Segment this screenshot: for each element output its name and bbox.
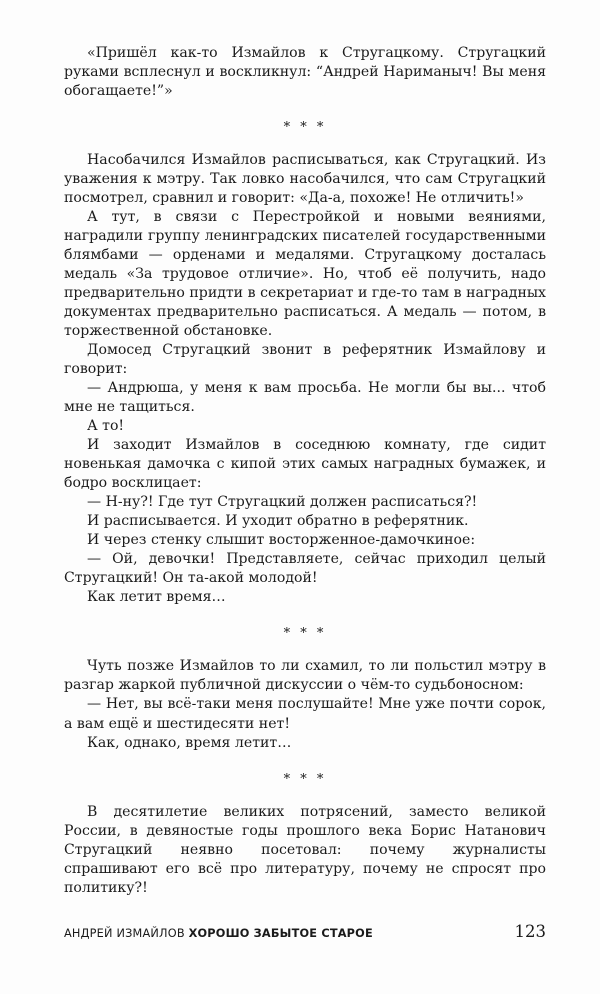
footer-author: АНДРЕЙ ИЗМАЙЛОВ bbox=[64, 927, 185, 940]
paragraph: Как летит время… bbox=[87, 589, 226, 606]
body-text bbox=[64, 44, 546, 898]
paragraph: — Нет, вы всё-таки меня послушайте! Мне уже почти сорок, а вам ещё и шестидесяти нет! bbox=[64, 696, 546, 732]
section-separator: * * * bbox=[283, 626, 327, 642]
paragraph: Насобачился Измайлов расписываться, как Стругацкий. Из уважения к мэтру. Так ловко насобачился, что сам Стругацкий посмотрел, сравнил и говорит: «Да-а, похоже! Не отличить!» bbox=[64, 152, 546, 207]
paragraph: Чуть позже Измайлов то ли схамил, то ли польстил мэтру в разгар жаркой публичной дискуссии о чём-то судьбоносном: bbox=[64, 658, 546, 694]
paragraph: В десятилетие великих потрясений, заместо великой России, в девяностые годы прошлого века Борис Натанович Стругацкий неявно посетовал: почему журналисты спрашивают его всё про литературу, почему не спросят про политику?! bbox=[64, 803, 546, 896]
paragraph: — Н-ну?! Где тут Стругацкий должен расписаться?! bbox=[87, 494, 478, 511]
footer-book-title: ХОРОШО ЗАБЫТОЕ СТАРОЕ bbox=[188, 927, 373, 940]
section-separator: * * * bbox=[283, 771, 327, 787]
paragraph: Как, однако, время летит… bbox=[87, 734, 292, 751]
section-separator: * * * bbox=[283, 120, 327, 136]
paragraph: И заходит Измайлов в соседнюю комнату, где сидит новенькая дамочка с кипой этих самых наградных бумажек, и бодро восклицает: bbox=[64, 437, 546, 492]
footer-title-line bbox=[64, 927, 373, 940]
paragraph: Домосед Стругацкий звонит в реферятник Измайлову и говорит: bbox=[64, 342, 546, 378]
paragraph: И расписывается. И уходит обратно в реферятник. bbox=[87, 513, 469, 530]
paragraph: А тут, в связи с Перестройкой и новыми веяниями, наградили группу ленинградских писателей государственными блямбами — орденами и медалями. Стругацкому досталась медаль «За трудовое отличие». Но, чтоб её получить, надо предварительно придти в секретариат и где-то там в наградных документах предварительно расписаться. А медаль — потом, в торжественной обстановке. bbox=[64, 209, 546, 340]
paragraph: «Пришёл как-то Измайлов к Стругацкому. Стругацкий руками всплеснул и воскликнул: “Андрей Нариманыч! Вы меня обогащаете!”» bbox=[64, 45, 546, 100]
paragraph: А то! bbox=[87, 418, 125, 435]
paragraph: И через стенку слышит восторженное-дамочкиное: bbox=[87, 532, 476, 549]
paragraph: — Андрюша, у меня к вам просьба. Не могли бы вы... чтоб мне не тащиться. bbox=[64, 380, 546, 416]
paragraph: — Ой, девочки! Представляете, сейчас приходил целый Стругацкий! Он та-акой молодой! bbox=[64, 551, 546, 587]
running-footer bbox=[64, 922, 546, 941]
page-number: 123 bbox=[514, 922, 546, 941]
